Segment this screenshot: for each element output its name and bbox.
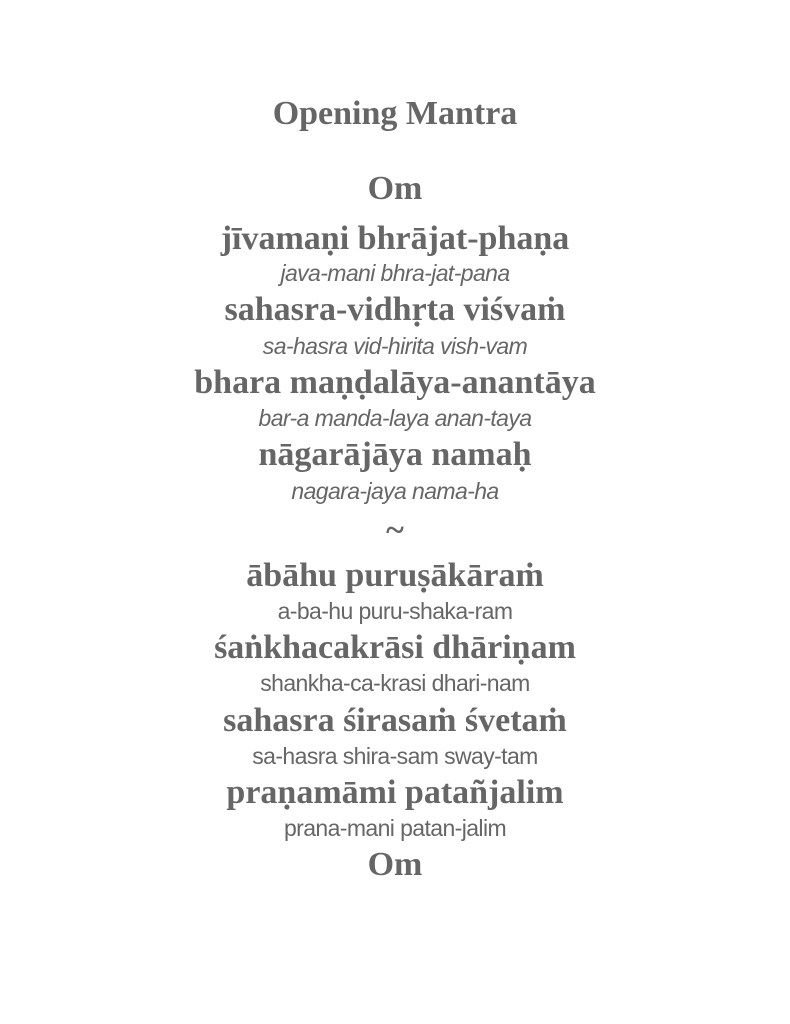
sanskrit-line: bhara maṇḍalāya-anantāya (194, 364, 596, 401)
pronunciation-line: java-mani bhra-jat-pana (280, 260, 510, 286)
sanskrit-line: ābāhu puruṣākāraṁ (246, 557, 544, 594)
closing-om: Om (367, 846, 423, 883)
sanskrit-line: nāgarājāya namaḥ (258, 436, 532, 473)
pronunciation-line: sa-hasra shira-sam sway-tam (252, 743, 538, 769)
verse-separator: ~ (386, 512, 404, 549)
pronunciation-line: a-ba-hu puru-shaka-ram (277, 598, 513, 624)
sanskrit-line: jīvamaṇi bhrājat-phaṇa (220, 220, 570, 257)
pronunciation-line: prana-mani patan-jalim (283, 815, 507, 841)
pronunciation-line: bar-a manda-laya anan-taya (258, 405, 532, 431)
page-title: Opening Mantra (272, 95, 518, 132)
pronunciation-line: nagara-jaya nama-ha (291, 478, 499, 504)
sanskrit-line: praṇamāmi patañjalim (226, 774, 564, 811)
sanskrit-line: śaṅkhacakrāsi dhāriṇam (214, 629, 576, 666)
pronunciation-line: sa-hasra vid-hirita vish-vam (262, 333, 528, 359)
sanskrit-line: sahasra śirasaṁ śvetaṁ (223, 702, 567, 739)
sanskrit-line: sahasra-vidhṛta viśvaṁ (224, 291, 566, 328)
pronunciation-line: shankha-ca-krasi dhari-nam (260, 670, 530, 696)
opening-om: Om (367, 170, 423, 207)
